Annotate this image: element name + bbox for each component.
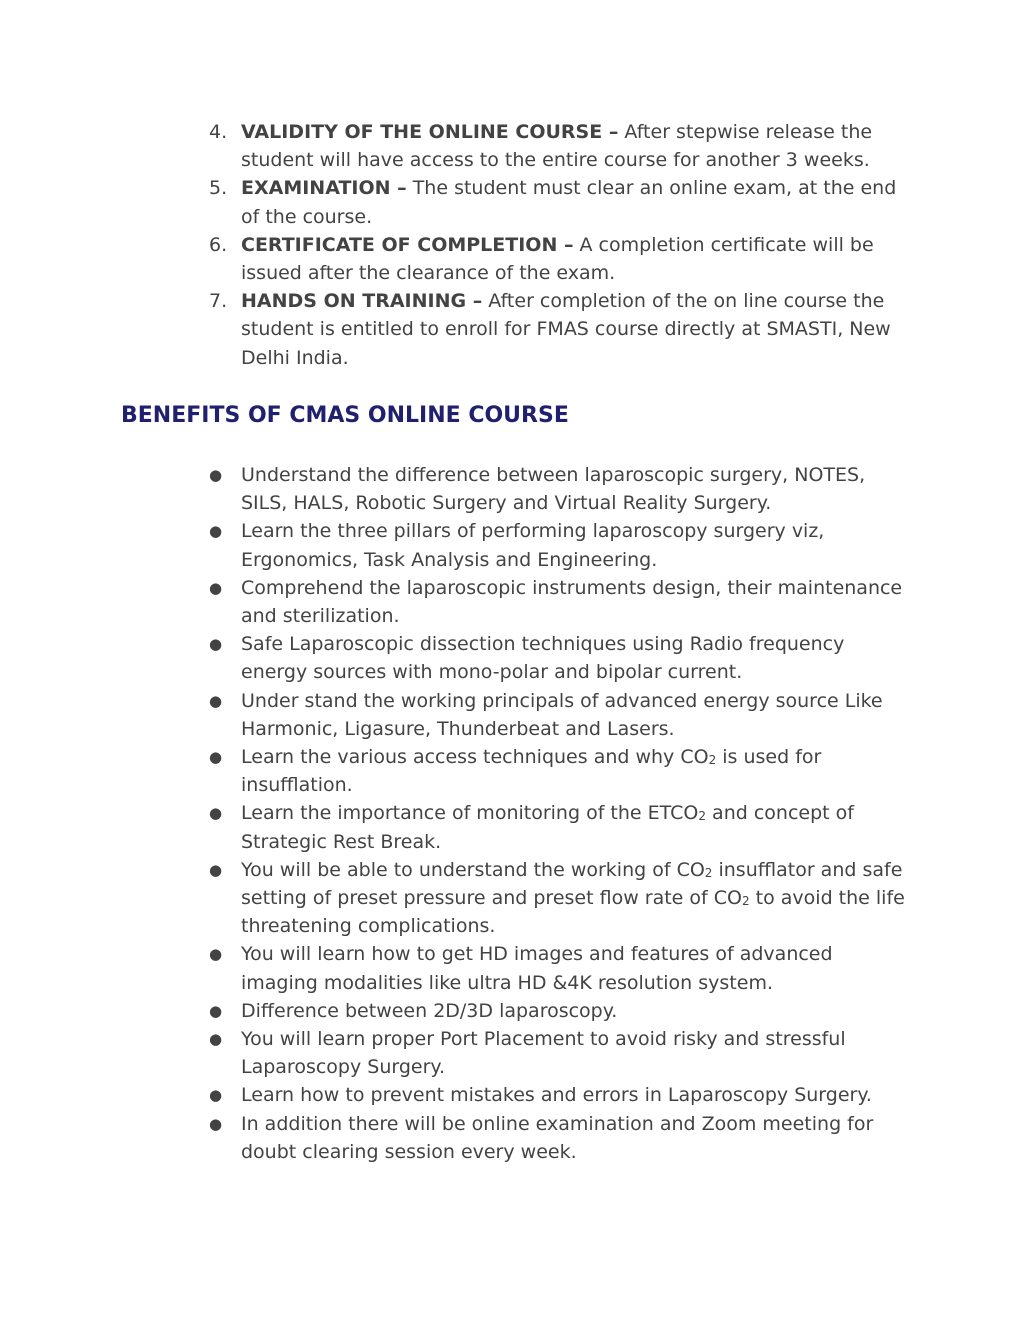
benefit-text [241,746,821,796]
benefit-text [241,859,905,937]
list-item [209,687,906,743]
item-text: After completion of the on line course the student is entitled to enroll for FMAS course directly at SMASTI, New Delhi India. [241,290,891,369]
benefit-text: Under stand the working principals of advanced energy source Like Harmonic, Ligasure, Thunderbeat and Lasers. [241,689,883,740]
benefit-text-part: to avoid the life threatening complications. [241,887,905,938]
list-item [209,630,906,686]
benefit-text: You will learn proper Port Placement to avoid risky and stressful Laparoscopy Surgery. [241,1028,846,1079]
subscript: 2 [708,753,717,768]
benefit-text: Comprehend the laparoscopic instruments design, their maintenance and sterilization. [241,576,903,628]
bullet-icon: ● [209,748,223,767]
bullet-icon: ● [209,1030,223,1049]
item-text: A completion certificate will be issued after the clearance of the exam. [241,233,874,285]
bullet-icon: ● [209,1001,223,1020]
benefit-text: Learn how to prevent mistakes and errors in Laparoscopy Surgery. [241,1084,872,1107]
bullet-icon: ● [209,578,223,597]
benefit-text-part: is used for insufflation. [241,746,822,797]
list-number: 4. [209,121,228,143]
list-item [209,1081,906,1109]
subscript: 2 [741,894,750,909]
benefit-text: Learn the three pillars of performing laparoscopy surgery viz, Ergonomics, Task Analysis and Engineering. [241,520,825,571]
bullet-icon: ● [209,1114,223,1133]
bullet-icon: ● [209,860,223,879]
list-item [209,856,906,941]
item-title: EXAMINATION – [241,177,407,200]
list-number: 5. [209,177,228,200]
benefit-text: Safe Laparoscopic dissection techniques using Radio frequency energy sources with mono-polar and bipolar current. [241,633,845,684]
list-item [209,799,906,855]
list-item [209,1110,906,1166]
bullet-icon: ● [209,945,223,964]
bullet-icon: ● [209,1086,223,1105]
list-item-hands-on [209,287,906,372]
list-item [209,574,906,630]
list-item [209,517,906,573]
benefit-text-part: Learn the various access techniques and why CO [241,746,709,769]
list-number: 6. [209,233,228,256]
benefit-text-part: and concept of Strategic Rest Break. [241,802,854,853]
benefit-text: Understand the difference between laparoscopic surgery, NOTES, SILS, HALS, Robotic Surgery and Virtual Reality Surgery. [241,464,866,515]
item-title: VALIDITY OF THE ONLINE COURSE – [241,121,619,143]
list-item [209,1025,906,1081]
benefit-text: You will learn how to get HD images and features of advanced imaging modalities like ultra HD &4K resolution system. [241,943,833,994]
benefit-text-part: insufflator and safe setting of preset pressure and preset flow rate of CO [241,858,903,910]
item-title: HANDS ON TRAINING – [241,290,483,313]
benefit-text-part: You will be able to understand the working of CO [241,858,705,881]
list-item-certificate [209,231,906,287]
bullet-icon: ● [209,635,223,654]
list-number: 7. [209,290,228,313]
benefit-text: In addition there will be online examination and Zoom meeting for doubt clearing session every week. [241,1112,874,1163]
bullet-icon: ● [209,466,223,484]
benefits-heading: BENEFITS OF CMAS ONLINE COURSE [121,403,569,428]
benefits-list [0,461,906,1166]
subscript: 2 [704,865,713,880]
bullet-icon: ● [209,691,223,710]
bullet-icon: ● [209,804,223,823]
benefit-text-part: Learn the importance of monitoring of the ETCO [241,802,699,825]
benefit-text [241,802,854,852]
list-item [209,940,906,996]
list-item [209,743,906,799]
numbered-list [0,118,906,372]
item-text: The student must clear an online exam, at the end of the course. [241,177,897,228]
bullet-icon: ● [209,522,223,541]
item-text: After stepwise release the student will have access to the entire course for another 3 weeks. [241,121,873,172]
list-item-validity [209,118,906,174]
list-item-examination [209,174,906,230]
subscript: 2 [698,809,707,824]
list-item [209,461,906,517]
item-title: CERTIFICATE OF COMPLETION – [241,233,574,256]
list-item [209,997,906,1025]
benefit-text: Difference between 2D/3D laparoscopy. [241,999,618,1022]
